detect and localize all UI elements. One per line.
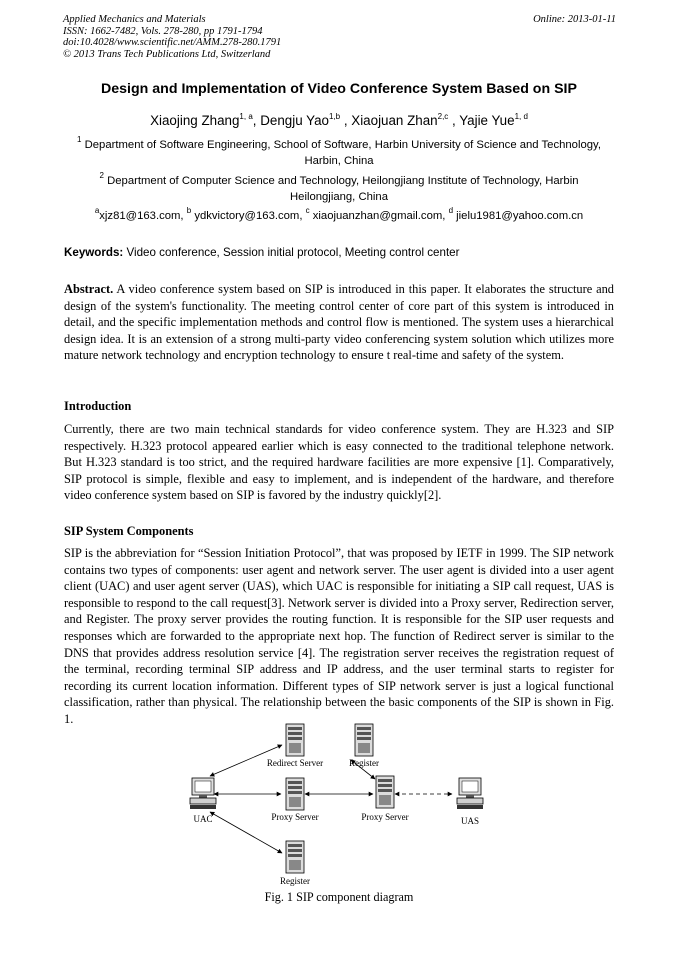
- register-top-icon: [355, 724, 373, 756]
- author-separator: ,: [252, 113, 261, 128]
- affiliation-1: [66, 135, 612, 169]
- journal-name: Applied Mechanics and Materials: [63, 14, 206, 25]
- section-heading-sip-components: SIP System Components: [64, 524, 194, 538]
- author-name: Yajie Yue: [459, 113, 515, 128]
- author-affil-mark: 1, a: [239, 112, 253, 121]
- author-name: Dengju Yao: [260, 113, 329, 128]
- email: jielu1981@yahoo.com.cn: [456, 210, 584, 222]
- paper-title: Design and Implementation of Video Conference System Based on SIP: [101, 81, 577, 97]
- email-mark: b: [186, 206, 192, 215]
- uac-computer-icon: [190, 778, 216, 809]
- email-mark: d: [448, 206, 454, 215]
- affiliation-mark: 1: [77, 135, 82, 144]
- sip-component-diagram: [180, 716, 510, 892]
- keywords-text: Video conference, Session initial protocol, Meeting control center: [123, 246, 460, 259]
- section-heading-introduction: Introduction: [64, 399, 132, 413]
- abstract-text: A video conference system based on SIP is introduced in this paper. It elaborates the structure and design of the system's functionality. The meeting control center of core part of this system is introduced in detail, and the specific implementation methods and control flow is mentioned. The system uses a hierarchical design idea. It is an extension of a strong multi-party video conferencing system solution which utilizes more mature network technology and encryption technology to ensure t real-time and safety of the system.: [64, 282, 614, 363]
- online-date: Online: 2013-01-11: [533, 14, 616, 25]
- journal-copyright: © 2013 Trans Tech Publications Ltd, Switzerland: [63, 48, 271, 60]
- keywords-label: Keywords:: [64, 246, 124, 259]
- uas-label: UAS: [460, 816, 480, 826]
- affiliation-text: Department of Software Engineering, School of Software, Harbin University of Science and Technology, Harbin, China: [84, 139, 601, 167]
- email: xjz81@163.com,: [99, 210, 187, 222]
- proxy-server-2-label: Proxy Server: [361, 812, 409, 822]
- journal-header: [63, 14, 281, 60]
- uas-computer-icon: [457, 778, 483, 809]
- affiliation-2: [66, 171, 612, 205]
- email: xiaojuanzhan@gmail.com,: [312, 210, 449, 222]
- email-mark: c: [305, 206, 310, 215]
- email-mark: a: [94, 206, 100, 215]
- uac-label: UAC: [193, 814, 213, 824]
- register-bottom-label: Register: [280, 876, 310, 886]
- author-affil-mark: 1,b: [328, 112, 341, 121]
- keywords: [64, 246, 459, 259]
- author-separator: ,: [448, 113, 460, 128]
- introduction-text: Currently, there are two main technical standards for video conference system. They are H.323 and SIP respectively. H.323 protocol appeared earlier which is easy connected to the traditional telephone network. But H.323 standard is too strict, and the required hardware facilities are more expensive [1]. Comparatively, SIP protocol is simple, flexible and easy to implement, and is independent of the hardware, and therefore video conference system based on SIP is favored by the industry quickly[2].: [64, 422, 614, 503]
- register-bottom-icon: [286, 841, 304, 873]
- redirect-server-icon: [286, 724, 304, 756]
- abstract: [64, 281, 614, 364]
- journal-doi: doi:10.4028/www.scientific.net/AMM.278-280.1791: [63, 37, 282, 48]
- proxy-server-2-icon: [376, 776, 394, 808]
- affiliation-text: Department of Computer Science and Technology, Heilongjiang Institute of Technology, Harbin Heilongjiang, China: [107, 175, 579, 203]
- redirect-server-label: Redirect Server: [266, 758, 324, 768]
- proxy-server-1-label: Proxy Server: [271, 812, 319, 822]
- email: ydkvictory@163.com,: [194, 210, 306, 222]
- author-affil-mark: 1, d: [514, 112, 528, 121]
- sip-components-text: SIP is the abbreviation for “Session Initiation Protocol”, that was proposed by IETF in 1999. The SIP network contains two types of components: user agent and network server. The user agent is divided into a user agent client (UAC) and user agent server (UAS), which UAC is responsible for initiating a SIP call request, UAS is responsible to respond to the call request[3]. Network server is divided into a Proxy server, Redirection server, and Register. The proxy server provides the routing function. It is responsible for the SIP user requests and responses which are forwarded to the appropriate next hop. The function of Redirect server is similar to the DNS that provides address resolution service [4]. The registration server receives the registration request of the terminal, recording terminal SIP address and IP address, and the user terminal starts to register for recording its current location information. Different types of SIP network server is just a logical functional classification, rather than physical. The relationship between the basic components of the SIP is shown in Fig. 1.: [64, 546, 614, 726]
- affiliation-mark: 2: [99, 171, 104, 180]
- author-separator: ,: [340, 113, 352, 128]
- journal-issn: ISSN: 1662-7482, Vols. 278-280, pp 1791-1794: [63, 25, 263, 37]
- figure-caption: Fig. 1 SIP component diagram: [264, 890, 414, 904]
- register-top-label: Register: [349, 758, 379, 768]
- author-name: Xiaojuan Zhan: [351, 113, 438, 128]
- author-list: [30, 113, 648, 128]
- email-list: [40, 206, 638, 222]
- abstract-label: Abstract.: [64, 282, 114, 296]
- proxy-server-1-icon: [286, 778, 304, 810]
- author-affil-mark: 2,c: [437, 112, 449, 121]
- author-name: Xiaojing Zhang: [150, 113, 240, 128]
